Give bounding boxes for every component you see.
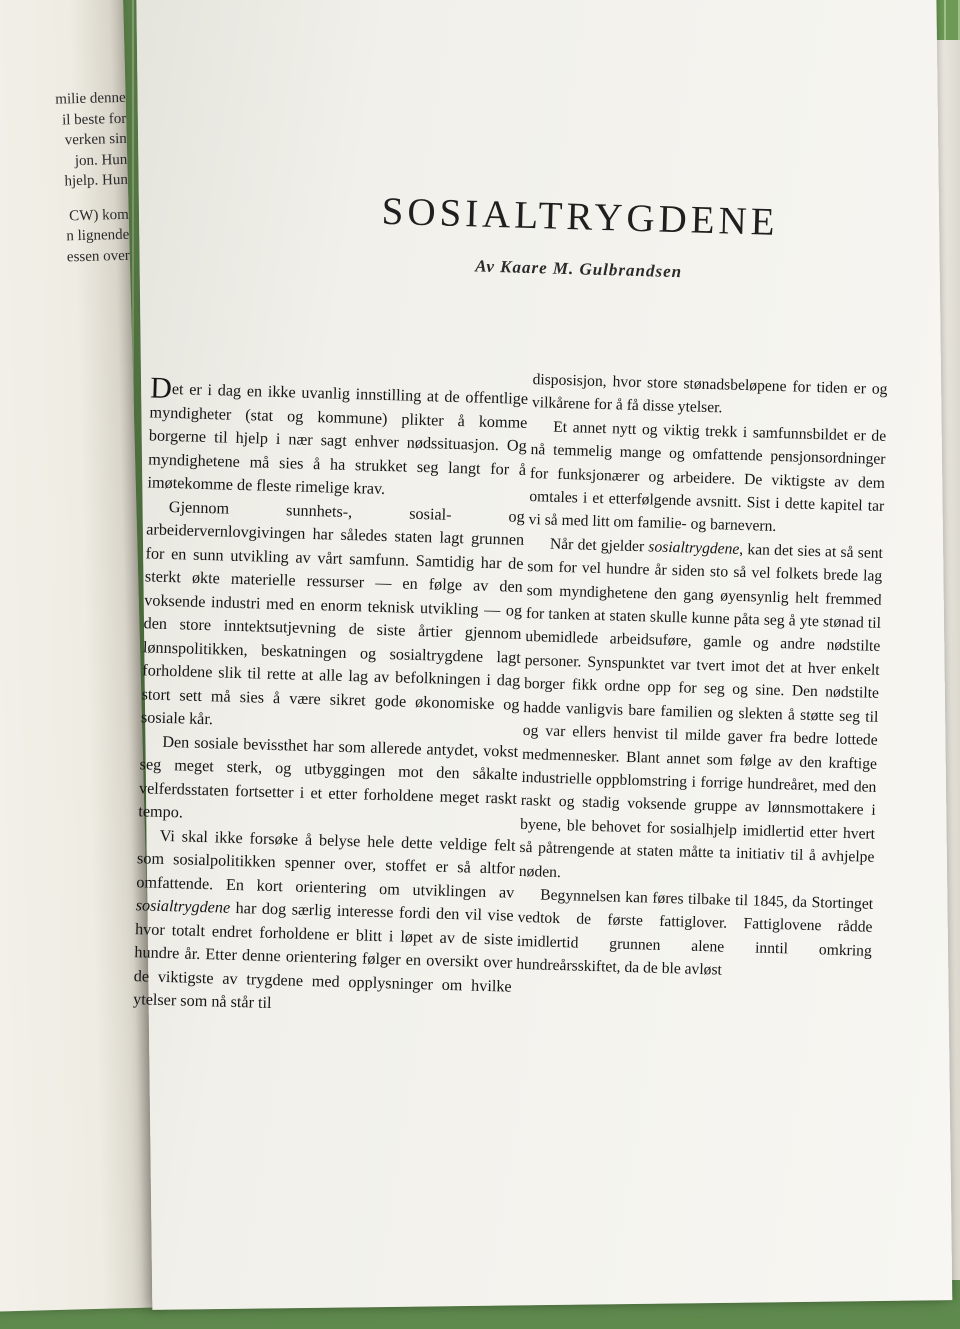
left-line: jon. Hun [74, 151, 128, 169]
paragraph: Et annet nytt og viktig trekk i samfunnsbildet er de nå temmelig mange og omfattende pensjonsordninger for funksjonærer og arbeidere. De viktigste av dem omtales i et etterfølgende avsnitt. Sist i dette kapitel tar vi så med litt om familie- og barnevern. [528, 418, 887, 536]
emphasis: sosialtrygdene [648, 538, 740, 558]
left-line: CW) kom [68, 206, 129, 224]
left-page-text [0, 88, 130, 270]
paragraph: Gjennom sunnhets-, sosial- og arbeidervernlovgivingen har således staten lagt grunnen for en sunn utvikling av vårt samfunn. Samtidig har de sterkt økte materielle ressurser — en følge av den voksende industri med en enorm teknisk utvikling — og den store inntektsutjevning de siste årtier gjennom lønnspolitikken, beskatningen og sosialtrygdene lagt forholdene slik til rette at alle lag av befolkningen i dag stort sett må sies å være sikret gode økonomiske og sosiale kår. [140, 497, 526, 729]
paragraph: disposisjon, hvor store stønadsbeløpene for tiden er og vilkårene for å få disse ytelser. [531, 371, 888, 417]
article-title: SOSIALTRYGDENE [381, 189, 780, 244]
left-line: essen over [66, 247, 131, 265]
book-page [132, 0, 952, 1310]
left-line: il beste for [61, 110, 127, 129]
drop-cap: D [149, 371, 173, 405]
paragraph: Det er i dag en ikke uvanlig innstilling at de offentlige myndigheter (stat og kommune) plikter å komme borgerne til hjelp i nær sagt enhver nødssituasjon. Og myndighetene må sies å ha strukket seg langt for å imøtekomme de fleste rimelige krav. [147, 371, 529, 498]
page-content [115, 0, 952, 1319]
emphasis: sosialtrygdene [135, 896, 231, 917]
left-line: verken sin [64, 130, 127, 149]
paragraph: Når det gjelder sosialtrygdene, kan det sies at så sent som for vel hundre år siden sto så vel folkets brede lag som myndighetene den gang øyensynlig helt fremmed for tanken at staten skulle kunne påta seg å yte stønad til ubemidlede arbeidsuføre, gamle og andre nødstilte personer. Synspunktet var tvert imot det at hver enkelt borger fikk ordne opp for seg og sine. Den nødstilte hadde vanligvis bare familien og slekten å støtte seg til og var ellers henvist til milde gaver fra bedre lottede medmennesker. Blant annet som følge av den kraftige industrielle oppblomstring i forrige hundreåret, med den raskt og stadig voksende gruppe av lønnsmottakere i byene, ble behovet for sosialhjelp imidlertid etter hvert så påtrengende at staten måtte ta initiativ til å avhjelpe nøden. [518, 535, 884, 881]
paragraph: Vi skal ikke forsøke å belyse hele dette veldige felt som sosialpolitikken spenner over, stoffet er så altfor omfattende. En kort orientering om utviklingen av sosialtrygdene har dog særlig interesse fordi den vil vise hvor totalt endret forholdene er blitt i løpet av de siste hundre år. Etter denne orientering følger en oversikt over de viktigste av trygdene med opplysninger om hvilke ytelser som nå står til [132, 826, 516, 1013]
left-line: milie denne [55, 89, 126, 108]
paragraph: Den sosiale bevissthet har som allerede antydet, vokst seg meget sterk, og utbyggingen mot den såkalte velferdsstaten fortsetter i et etter forholdene meget raskt tempo. [138, 732, 519, 822]
paragraph: Begynnelsen kan føres tilbake til 1845, da Stortinget vedtok de første fattiglover. Fattiglovene rådde imidlertid grunnen alene inntil omkring hundreårsskiftet, da de ble avløst [516, 886, 874, 979]
text-column-right [516, 368, 888, 986]
left-line: hjelp. Hun [64, 171, 129, 190]
article-byline: Av Kaare M. Gulbrandsen [475, 256, 683, 282]
left-line: n lignende [66, 226, 130, 245]
text-column-left [132, 371, 529, 1022]
